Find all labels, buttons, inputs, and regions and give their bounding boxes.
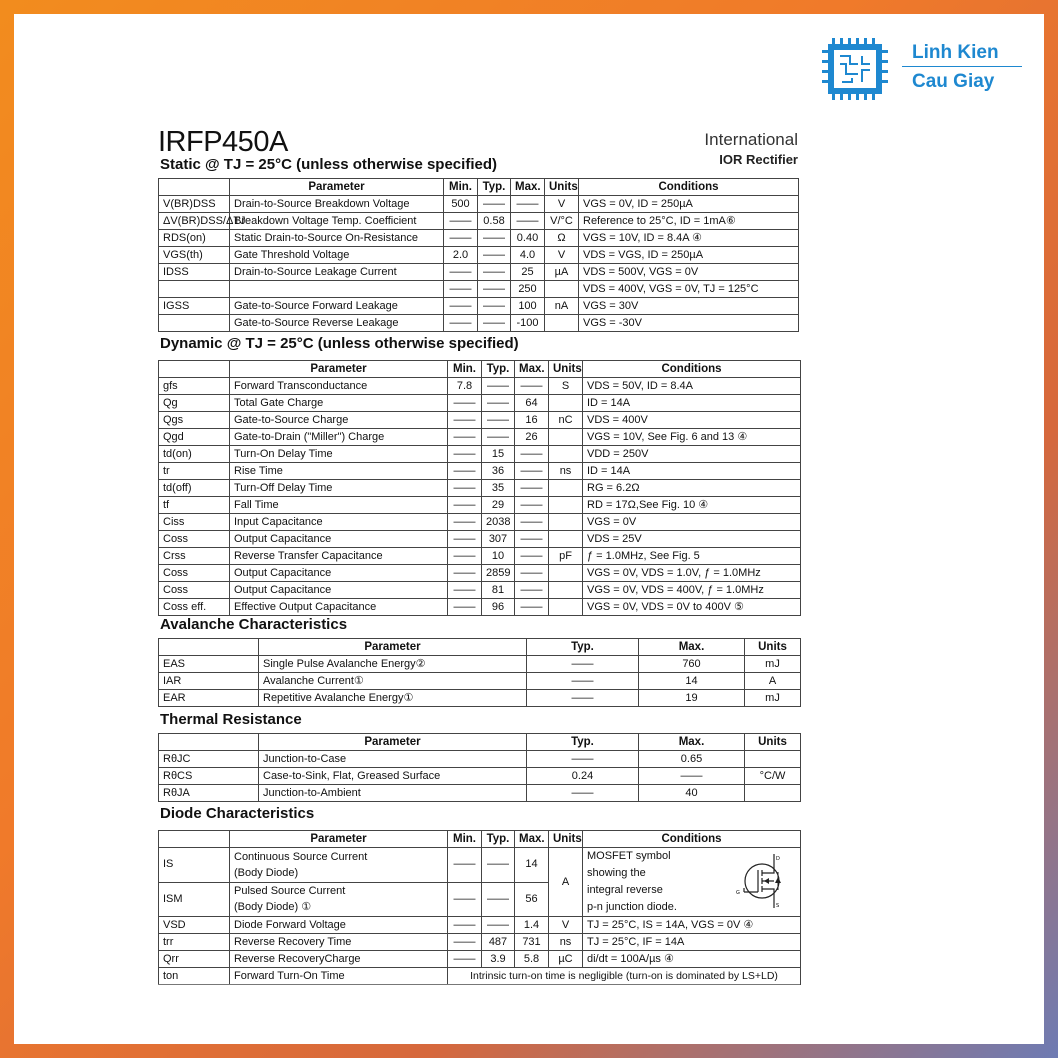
table-header-row: Parameter Min. Typ. Max. Units Conditions: [159, 831, 801, 848]
footer-rule: [158, 984, 800, 985]
symbol-cell: gfs: [159, 378, 230, 395]
parameter-cell: Pulsed Source Current (Body Diode) ①: [230, 882, 448, 917]
symbol-cell: td(off): [159, 480, 230, 497]
table-header-row: Parameter Typ. Max. Units: [159, 639, 801, 656]
table-row: IDSS Drain-to-Source Leakage Current —— —— 25 µA VDS = 500V, VGS = 0V: [159, 264, 799, 281]
symbol-cell: Coss: [159, 531, 230, 548]
table-header-row: Parameter Min. Typ. Max. Units Conditions: [159, 361, 801, 378]
table-row: Crss Reverse Transfer Capacitance —— 10 —— pF ƒ = 1.0MHz, See Fig. 5: [159, 548, 801, 565]
mosfet-symbol-icon: [730, 852, 790, 910]
logo-line-1: Linh Kien: [912, 42, 999, 63]
shop-logo: [822, 38, 1022, 100]
symbol-cell: RDS(on): [159, 230, 230, 247]
diode-title: Diode Characteristics: [160, 805, 315, 822]
symbol-cell: Qgd: [159, 429, 230, 446]
table-row: Coss eff. Effective Output Capacitance —— 96 —— VGS = 0V, VDS = 0V to 400V ⑤: [159, 599, 801, 616]
symbol-cell: Crss: [159, 548, 230, 565]
table-row: ΔV(BR)DSS/ΔTJ Breakdown Voltage Temp. Coefficient —— 0.58 —— V/°C Reference to 25°C, ID = 1mA⑥: [159, 213, 799, 230]
table-row: RθJA Junction-to-Ambient —— 40: [159, 785, 801, 802]
brand-logo: [700, 130, 798, 169]
table-header-row: Parameter Typ. Max. Units: [159, 734, 801, 751]
symbol-cell: Coss: [159, 582, 230, 599]
symbol-cell: EAS: [159, 656, 259, 673]
table-row: V(BR)DSS Drain-to-Source Breakdown Voltage 500 —— —— V VGS = 0V, ID = 250µA: [159, 196, 799, 213]
svg-text:G: G: [736, 890, 740, 896]
symbol-cell: Coss: [159, 565, 230, 582]
logo-line-2: Cau Giay: [912, 71, 995, 92]
symbol-cell: Ciss: [159, 514, 230, 531]
symbol-cell: EAR: [159, 690, 259, 707]
thermal-title: Thermal Resistance: [160, 711, 302, 728]
table-row: IS Continuous Source Current (Body Diode) —— —— 14 A MOSFET symbol showing the integral reverse p-n junction diode. D S G: [159, 848, 801, 883]
diode-body: [159, 848, 801, 985]
table-row: tf Fall Time —— 29 —— RD = 17Ω,See Fig. 10 ④: [159, 497, 801, 514]
symbol-cell: [159, 315, 230, 332]
table-row: Qgd Gate-to-Drain ("Miller") Charge —— —— 26 VGS = 10V, See Fig. 6 and 13 ④: [159, 429, 801, 446]
symbol-cell: [159, 281, 230, 298]
dynamic-body: [159, 378, 801, 616]
brand-line-2: IOR Rectifier: [719, 152, 798, 167]
symbol-cell: IDSS: [159, 264, 230, 281]
table-row: td(on) Turn-On Delay Time —— 15 —— VDD = 250V: [159, 446, 801, 463]
table-row: ISM Pulsed Source Current (Body Diode) ① —— —— 56: [159, 882, 801, 917]
table-row: RθCS Case-to-Sink, Flat, Greased Surface 0.24 —— °C/W: [159, 768, 801, 785]
static-table: [158, 178, 799, 332]
avalanche-title: Avalanche Characteristics: [160, 616, 348, 633]
svg-text:D: D: [776, 856, 780, 862]
mosfet-symbol-cell: MOSFET symbol showing the integral reverse p-n junction diode. D S G: [583, 848, 801, 917]
table-row: Qgs Gate-to-Source Charge —— —— 16 nC VDS = 400V: [159, 412, 801, 429]
thermal-table: [158, 733, 801, 802]
symbol-cell: ΔV(BR)DSS/ΔTJ: [159, 213, 230, 230]
table-row: IGSS Gate-to-Source Forward Leakage —— —— 100 nA VGS = 30V: [159, 298, 799, 315]
symbol-cell: IGSS: [159, 298, 230, 315]
symbol-cell: Qg: [159, 395, 230, 412]
table-row: Coss Output Capacitance —— 307 —— VDS = 25V: [159, 531, 801, 548]
table-row: Coss Output Capacitance —— 2859 —— VGS = 0V, VDS = 1.0V, ƒ = 1.0MHz: [159, 565, 801, 582]
brand-line-1: International: [704, 130, 798, 149]
table-row: EAR Repetitive Avalanche Energy① —— 19 mJ: [159, 690, 801, 707]
table-row: Gate-to-Source Reverse Leakage —— —— -100 VGS = -30V: [159, 315, 799, 332]
chip-icon: [822, 38, 888, 100]
table-header-row: Parameter Min. Typ. Max. Units Conditions: [159, 179, 799, 196]
symbol-cell: VGS(th): [159, 247, 230, 264]
symbol-cell: tr: [159, 463, 230, 480]
symbol-cell: IS: [159, 848, 230, 883]
diode-table: [158, 830, 801, 985]
table-row: Coss Output Capacitance —— 81 —— VGS = 0V, VDS = 400V, ƒ = 1.0MHz: [159, 582, 801, 599]
symbol-cell: RθCS: [159, 768, 259, 785]
table-row: VSD Diode Forward Voltage —— —— 1.4 V TJ = 25°C, IS = 14A, VGS = 0V ④: [159, 917, 801, 934]
table-row: trr Reverse Recovery Time —— 487 731 ns TJ = 25°C, IF = 14A: [159, 934, 801, 951]
avalanche-table: [158, 638, 801, 707]
dynamic-table: [158, 360, 801, 616]
table-row: EAS Single Pulse Avalanche Energy② —— 760 mJ: [159, 656, 801, 673]
table-row: IAR Avalanche Current① —— 14 A: [159, 673, 801, 690]
table-row: RθJC Junction-to-Case —— 0.65: [159, 751, 801, 768]
part-number: IRFP450A: [158, 126, 288, 158]
symbol-cell: ISM: [159, 882, 230, 917]
static-title: Static @ TJ = 25°C (unless otherwise specified): [160, 156, 497, 173]
svg-text:S: S: [776, 903, 780, 909]
dynamic-title: Dynamic @ TJ = 25°C (unless otherwise specified): [160, 335, 519, 352]
table-row: VGS(th) Gate Threshold Voltage 2.0 —— 4.0 V VDS = VGS, ID = 250µA: [159, 247, 799, 264]
table-row: Ciss Input Capacitance —— 2038 —— VGS = 0V: [159, 514, 801, 531]
table-row: td(off) Turn-Off Delay Time —— 35 —— RG = 6.2Ω: [159, 480, 801, 497]
symbol-cell: IAR: [159, 673, 259, 690]
table-row: tr Rise Time —— 36 —— ns ID = 14A: [159, 463, 801, 480]
table-row: gfs Forward Transconductance 7.8 —— —— S VDS = 50V, ID = 8.4A: [159, 378, 801, 395]
logo-divider: [902, 66, 1022, 67]
parameter-cell: Continuous Source Current (Body Diode): [230, 848, 448, 883]
table-row: —— —— 250 VDS = 400V, VGS = 0V, TJ = 125°C: [159, 281, 799, 298]
avalanche-body: [159, 656, 801, 707]
table-row: ton Forward Turn-On Time Intrinsic turn-on time is negligible (turn-on is dominated by LS+LD): [159, 968, 801, 985]
static-body: [159, 196, 799, 332]
thermal-body: [159, 751, 801, 802]
symbol-cell: V(BR)DSS: [159, 196, 230, 213]
table-row: RDS(on) Static Drain-to-Source On-Resistance —— —— 0.40 Ω VGS = 10V, ID = 8.4A ④: [159, 230, 799, 247]
table-row: Qg Total Gate Charge —— —— 64 ID = 14A: [159, 395, 801, 412]
symbol-cell: Qgs: [159, 412, 230, 429]
symbol-cell: Coss eff.: [159, 599, 230, 616]
symbol-cell: tf: [159, 497, 230, 514]
symbol-cell: td(on): [159, 446, 230, 463]
symbol-cell: RθJC: [159, 751, 259, 768]
table-row: Qrr Reverse RecoveryCharge —— 3.9 5.8 µC di/dt = 100A/µs ④: [159, 951, 801, 968]
symbol-cell: RθJA: [159, 785, 259, 802]
